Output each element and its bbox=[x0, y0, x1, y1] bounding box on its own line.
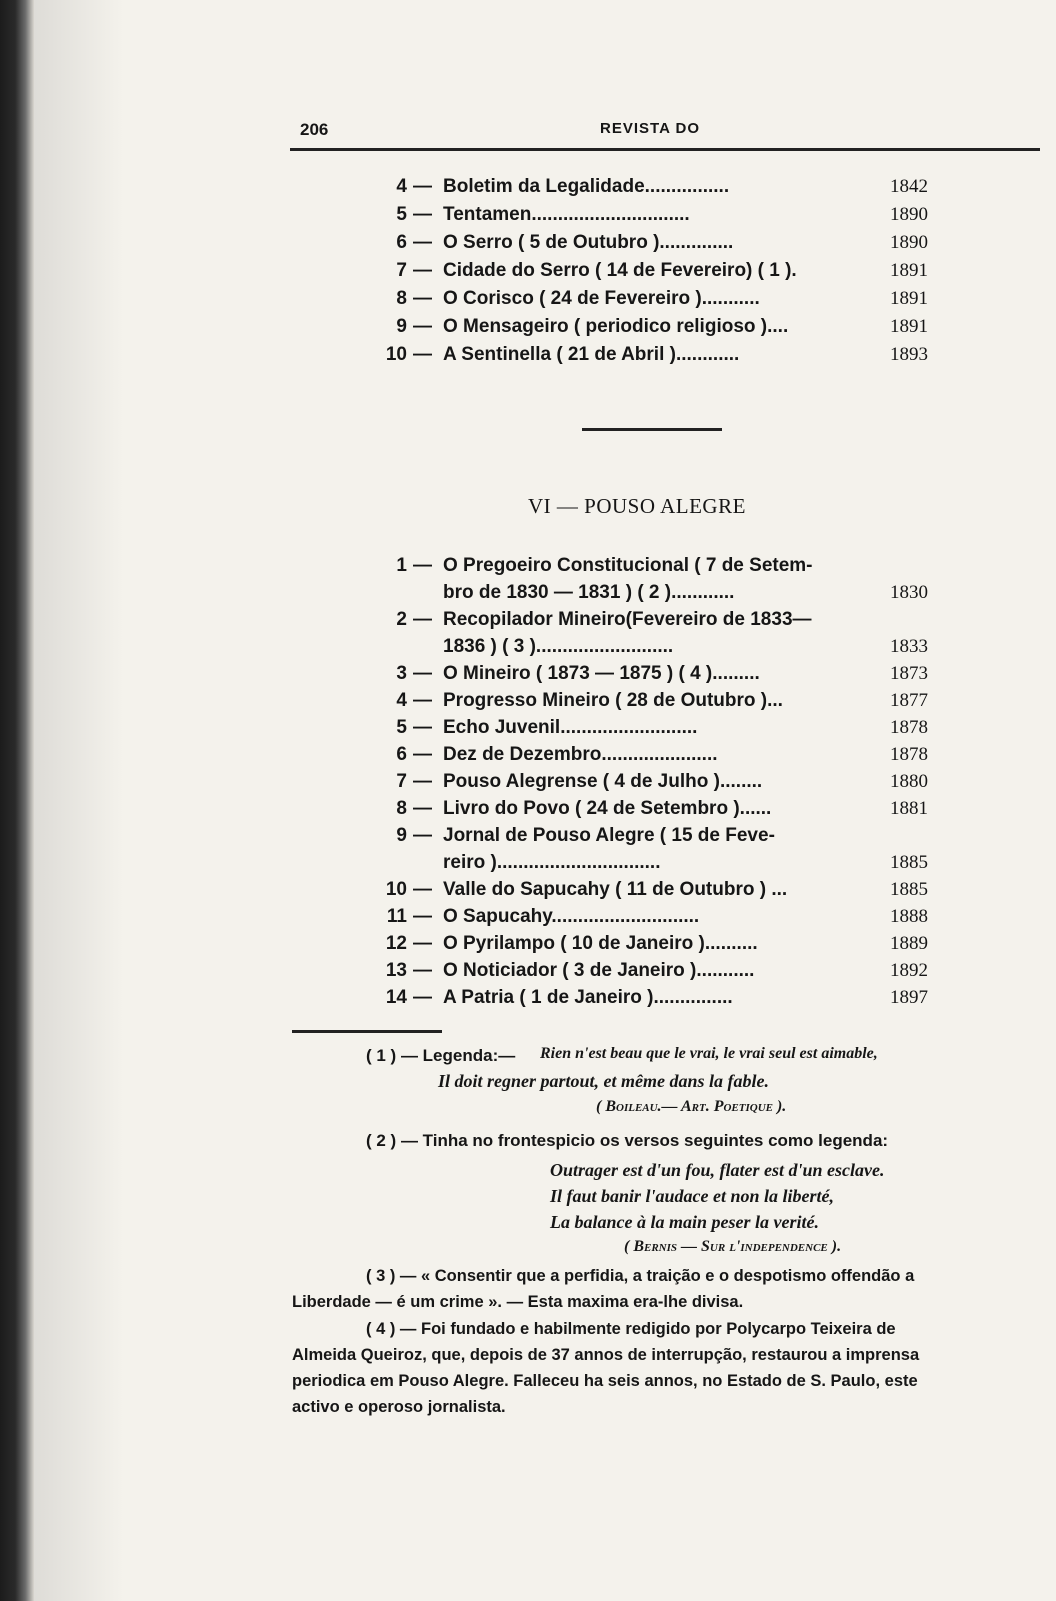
list-item: 4 — Progresso Mineiro ( 28 de Outubro )... 1877 bbox=[396, 690, 928, 711]
list-item: 13 — O Noticiador ( 3 de Janeiro )........... 1892 bbox=[385, 960, 928, 981]
book-spine-shadow bbox=[0, 0, 34, 1601]
list-item: bro de 1830 — 1831 ) ( 2 )............ 1830 bbox=[443, 582, 928, 603]
list-item: 1 — O Pregoeiro Constitucional ( 7 de Setem- bbox=[396, 555, 813, 576]
list-item: 3 — O Mineiro ( 1873 — 1875 ) ( 4 )......... 1873 bbox=[396, 663, 928, 684]
list-item: 14 — A Patria ( 1 de Janeiro )............... 1897 bbox=[385, 987, 928, 1008]
footnote-2-verse-2: Il faut banir l'audace et non la liberté, bbox=[550, 1186, 835, 1206]
footnote-4-line-3: periodica em Pouso Alegre. Falleceu ha seis annos, no Estado de S. Paulo, este bbox=[292, 1372, 918, 1390]
list-item: reiro )............................... 1885 bbox=[443, 852, 928, 873]
list-item: 8 — Livro do Povo ( 24 de Setembro )...... 1881 bbox=[396, 798, 928, 819]
list-item: 7 — Pouso Alegrense ( 4 de Julho )........ 1880 bbox=[396, 771, 928, 792]
list-item: 5 — Echo Juvenil.......................... 1878 bbox=[396, 717, 928, 738]
list-item: 2 — Recopilador Mineiro(Fevereiro de 1833— bbox=[396, 609, 812, 630]
footnote-4-line-1: ( 4 ) — Foi fundado e habilmente redigido por Polycarpo Teixeira de bbox=[366, 1320, 896, 1338]
footnote-1-source: ( Boileau.— Art. Poetique ). bbox=[596, 1098, 787, 1115]
footnote-1-quote-line-1: Rien n'est beau que le vrai, le vrai seul est aimable, bbox=[540, 1045, 878, 1062]
footnote-3-line-1: ( 3 ) — « Consentir que a perfidia, a traição e o despotismo offendão a bbox=[366, 1267, 915, 1285]
list-item: 10 — Valle do Sapucahy ( 11 de Outubro ) ... 1885 bbox=[385, 879, 928, 900]
list-item: 4 — Boletim da Legalidade................ 1842 bbox=[396, 176, 928, 197]
list-item: 8 — O Corisco ( 24 de Fevereiro )........... 1891 bbox=[396, 288, 928, 309]
page-number: 206 bbox=[300, 120, 329, 139]
list-item: 12 — O Pyrilampo ( 10 de Janeiro ).......... 1889 bbox=[385, 933, 928, 954]
list-item: 1836 ) ( 3 ).......................... 1833 bbox=[443, 636, 928, 657]
footnote-2-verse-3: La balance à la main peser la verité. bbox=[550, 1212, 819, 1232]
page-header bbox=[300, 120, 1040, 144]
list-item: 7 — Cidade do Serro ( 14 de Fevereiro) ( 1 ). 1891 bbox=[396, 260, 928, 281]
footnote-1-label: ( 1 ) — Legenda:— bbox=[366, 1046, 516, 1065]
list-item: 9 — Jornal de Pouso Alegre ( 15 de Feve- bbox=[396, 825, 775, 846]
list-item: 6 — Dez de Dezembro...................... 1878 bbox=[396, 744, 928, 765]
footnote-4-line-4: activo e operoso jornalista. bbox=[292, 1398, 506, 1416]
page-edge-shading bbox=[34, 0, 124, 1601]
list-item: 10 — A Sentinella ( 21 de Abril )............ 1893 bbox=[385, 344, 928, 365]
footnote-3-line-2: Liberdade — é um crime ». — Esta maxima era-lhe divisa. bbox=[292, 1293, 744, 1311]
list-item: 11 — O Sapucahy............................ 1888 bbox=[386, 906, 928, 927]
footnote-2-source: ( Bernis — Sur l'independence ). bbox=[624, 1238, 842, 1255]
footnote-2-text: ( 2 ) — Tinha no frontespicio os versos seguintes como legenda: bbox=[366, 1131, 889, 1150]
list-item: 6 — O Serro ( 5 de Outubro ).............. 1890 bbox=[396, 232, 928, 253]
footnote-rule bbox=[292, 1030, 442, 1033]
footnote-4-line-2: Almeida Queiroz, que, depois de 37 annos de interrupção, restaurou a imprensa bbox=[292, 1346, 920, 1364]
section-divider bbox=[582, 428, 722, 431]
list-item: 9 — O Mensageiro ( periodico religioso ).... 1891 bbox=[396, 316, 928, 337]
section-title: VI — POUSO ALEGRE bbox=[528, 494, 746, 518]
header-rule bbox=[290, 148, 1040, 151]
footnote-2-verse-1: Outrager est d'un fou, flater est d'un esclave. bbox=[550, 1160, 885, 1180]
footnote-1-quote-line-2: Il doit regner partout, et même dans la fable. bbox=[438, 1071, 769, 1091]
running-title: REVISTA DO bbox=[600, 120, 701, 137]
list-item: 5 — Tentamen.............................. 1890 bbox=[396, 204, 928, 225]
